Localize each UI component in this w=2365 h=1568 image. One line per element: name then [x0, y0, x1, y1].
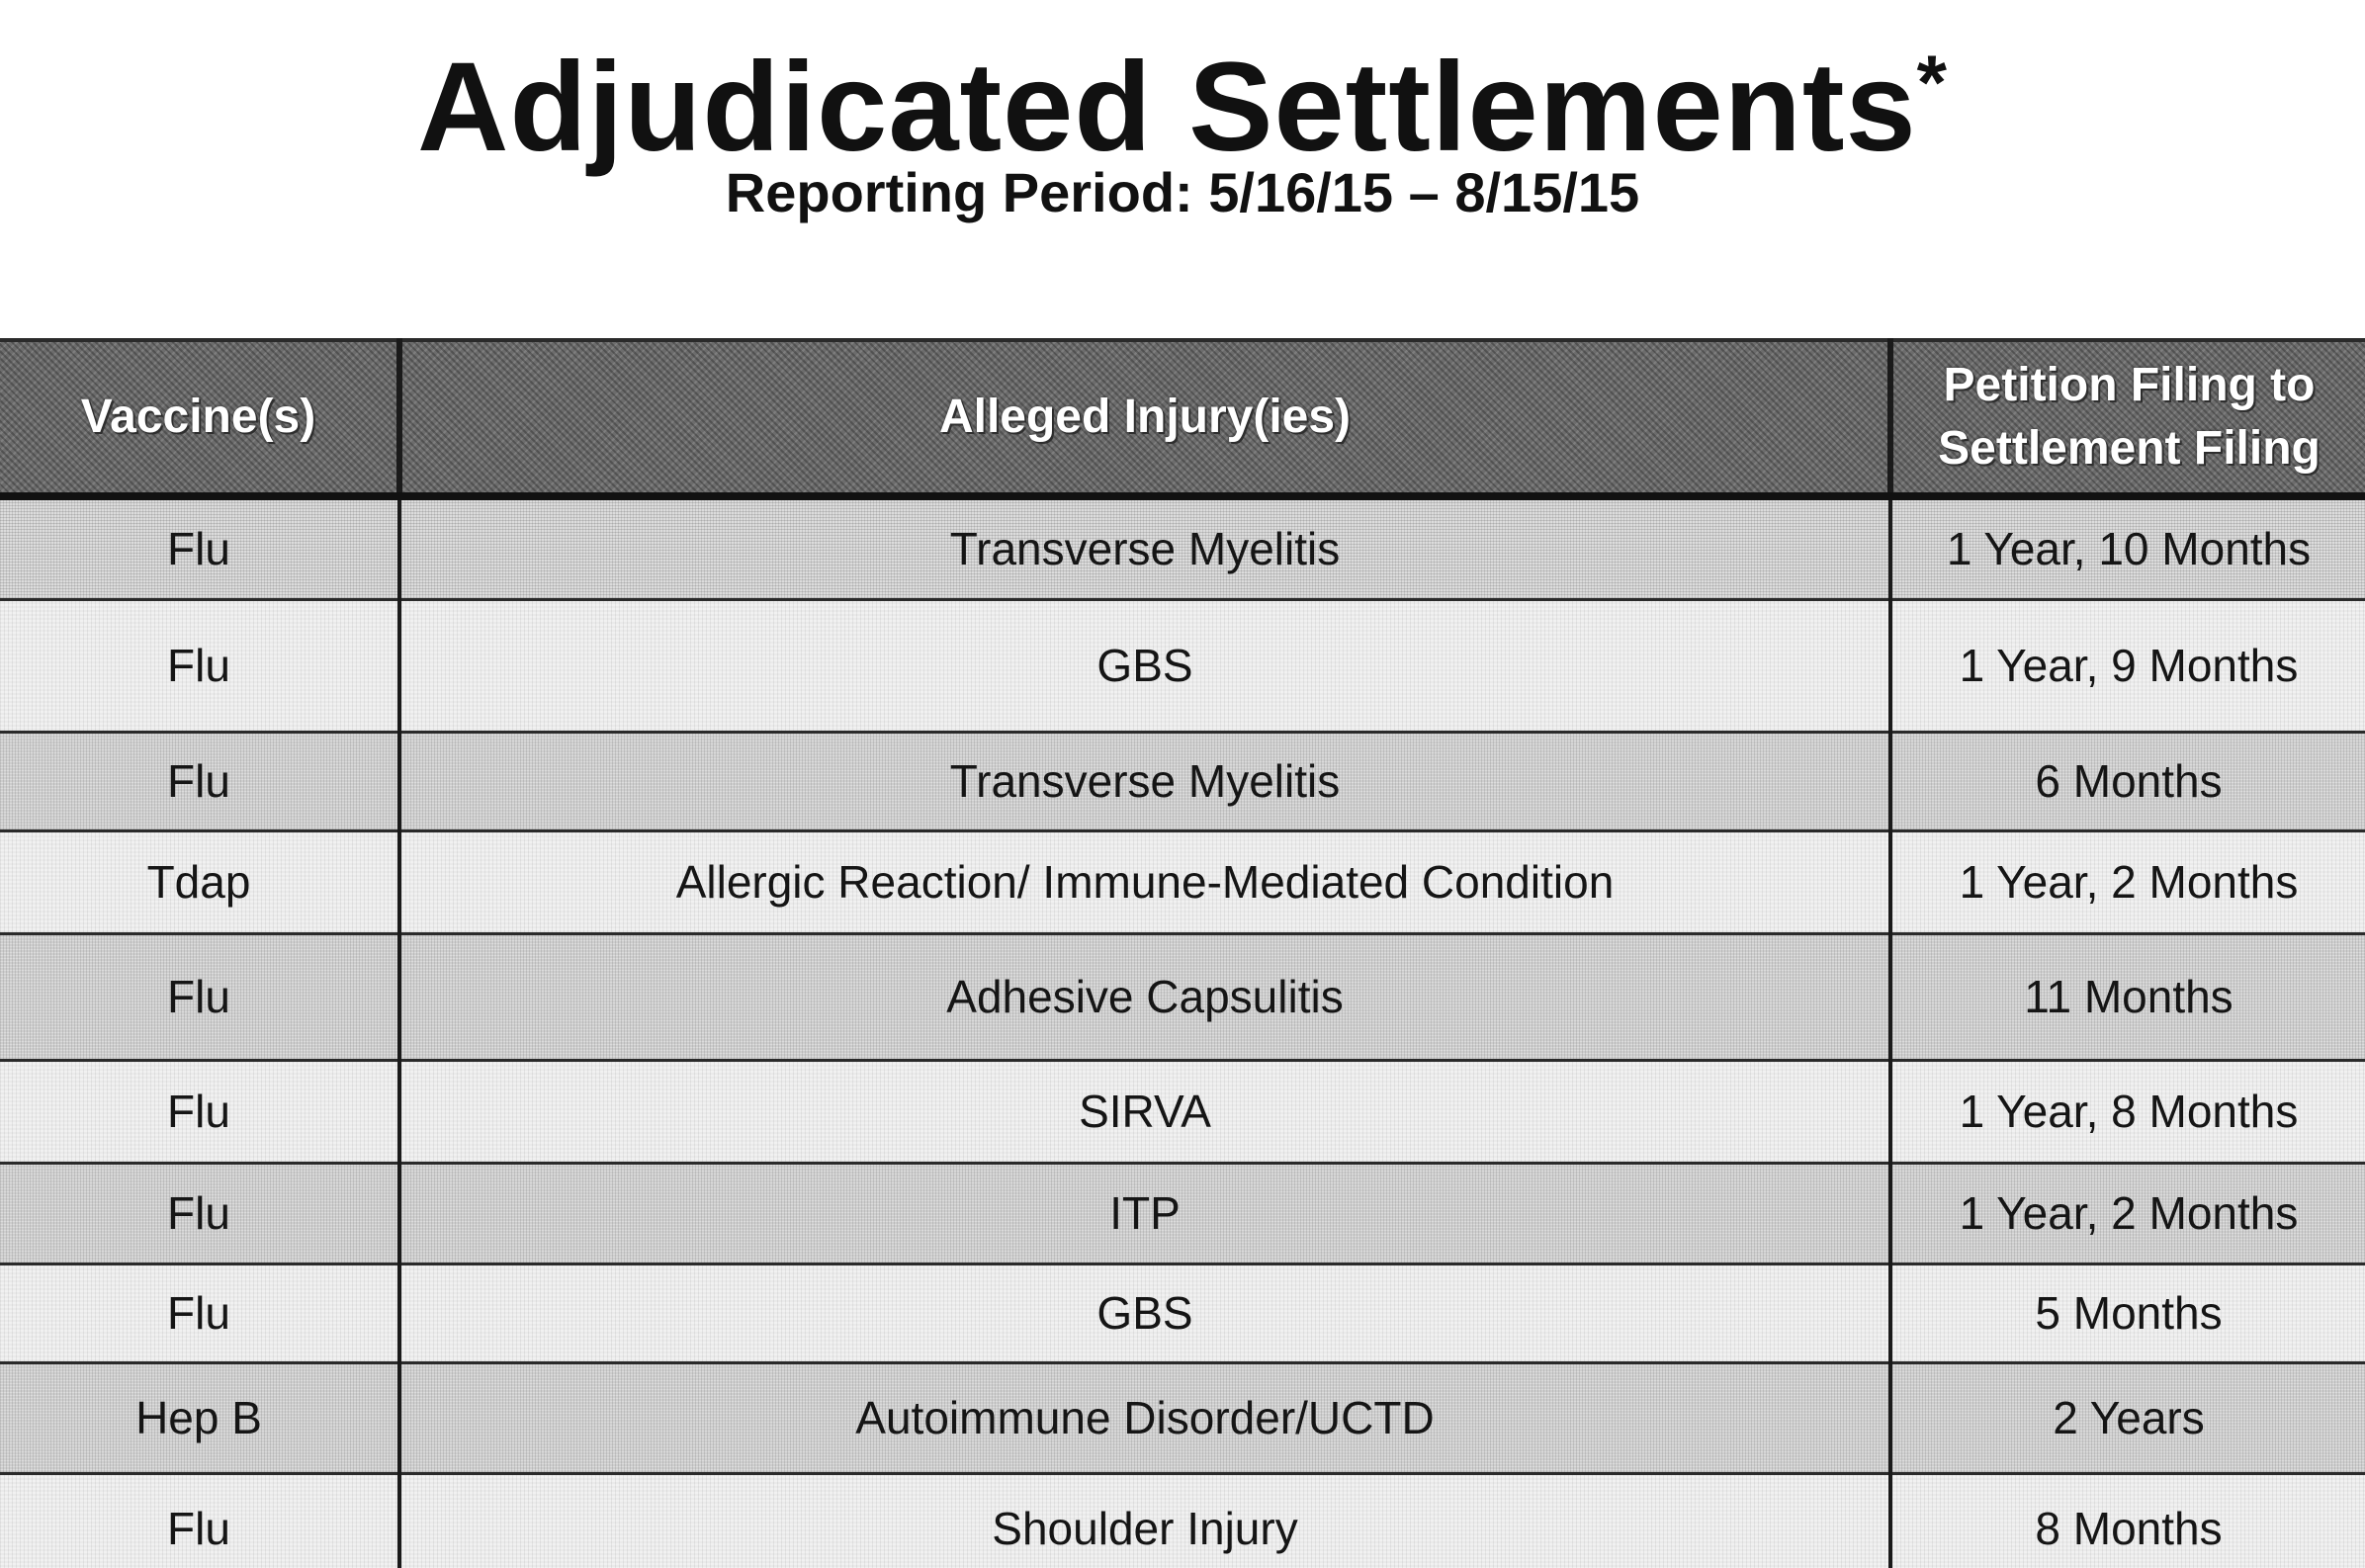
cell-duration: 1 Year, 2 Months [1890, 830, 2365, 933]
table-body [0, 496, 2365, 1568]
header-injury: Alleged Injury(ies) [399, 340, 1890, 496]
cell-injury: SIRVA [399, 1060, 1890, 1163]
cell-vaccine: Hep B [0, 1362, 399, 1473]
cell-vaccine: Flu [0, 1473, 399, 1568]
cell-injury: GBS [399, 599, 1890, 732]
cell-vaccine: Flu [0, 599, 399, 732]
reporting-period: Reporting Period: 5/16/15 – 8/15/15 [725, 161, 1640, 223]
cell-vaccine: Flu [0, 732, 399, 830]
header-duration-line2: Settlement Filing [1938, 422, 2321, 475]
title-asterisk: * [1916, 39, 1948, 126]
cell-injury: Transverse Myelitis [399, 732, 1890, 830]
table-row [0, 933, 2365, 1060]
table-row [0, 496, 2365, 599]
table-row [0, 1473, 2365, 1568]
cell-injury: Adhesive Capsulitis [399, 933, 1890, 1060]
header-duration [1890, 340, 2365, 496]
cell-duration: 8 Months [1890, 1473, 2365, 1568]
cell-injury: Shoulder Injury [399, 1473, 1890, 1568]
cell-duration: 1 Year, 8 Months [1890, 1060, 2365, 1163]
table-row [0, 1263, 2365, 1362]
cell-vaccine: Flu [0, 1263, 399, 1362]
header-duration-line1: Petition Filing to [1943, 359, 2316, 411]
cell-duration: 6 Months [1890, 732, 2365, 830]
cell-injury: ITP [399, 1163, 1890, 1263]
cell-duration: 1 Year, 9 Months [1890, 599, 2365, 732]
table-row [0, 1163, 2365, 1263]
cell-duration: 11 Months [1890, 933, 2365, 1060]
cell-injury: GBS [399, 1263, 1890, 1362]
cell-injury: Transverse Myelitis [399, 496, 1890, 599]
table-row [0, 1060, 2365, 1163]
cell-vaccine: Tdap [0, 830, 399, 933]
cell-vaccine: Flu [0, 1060, 399, 1163]
cell-vaccine: Flu [0, 1163, 399, 1263]
table-row [0, 599, 2365, 732]
header-vaccine: Vaccine(s) [0, 340, 399, 496]
cell-injury: Allergic Reaction/ Immune-Mediated Condition [399, 830, 1890, 933]
title-text: Adjudicated Settlements [417, 37, 1917, 178]
cell-injury: Autoimmune Disorder/UCTD [399, 1362, 1890, 1473]
table-header [0, 340, 2365, 496]
table-row [0, 732, 2365, 830]
cell-duration: 1 Year, 10 Months [1890, 496, 2365, 599]
cell-vaccine: Flu [0, 933, 399, 1060]
settlements-table [0, 338, 2365, 1568]
header-row [0, 340, 2365, 496]
cell-duration: 5 Months [1890, 1263, 2365, 1362]
cell-duration: 1 Year, 2 Months [1890, 1163, 2365, 1263]
settlements-table-container [0, 338, 2365, 1568]
cell-duration: 2 Years [1890, 1362, 2365, 1473]
table-row [0, 1362, 2365, 1473]
table-row [0, 830, 2365, 933]
cell-vaccine: Flu [0, 496, 399, 599]
